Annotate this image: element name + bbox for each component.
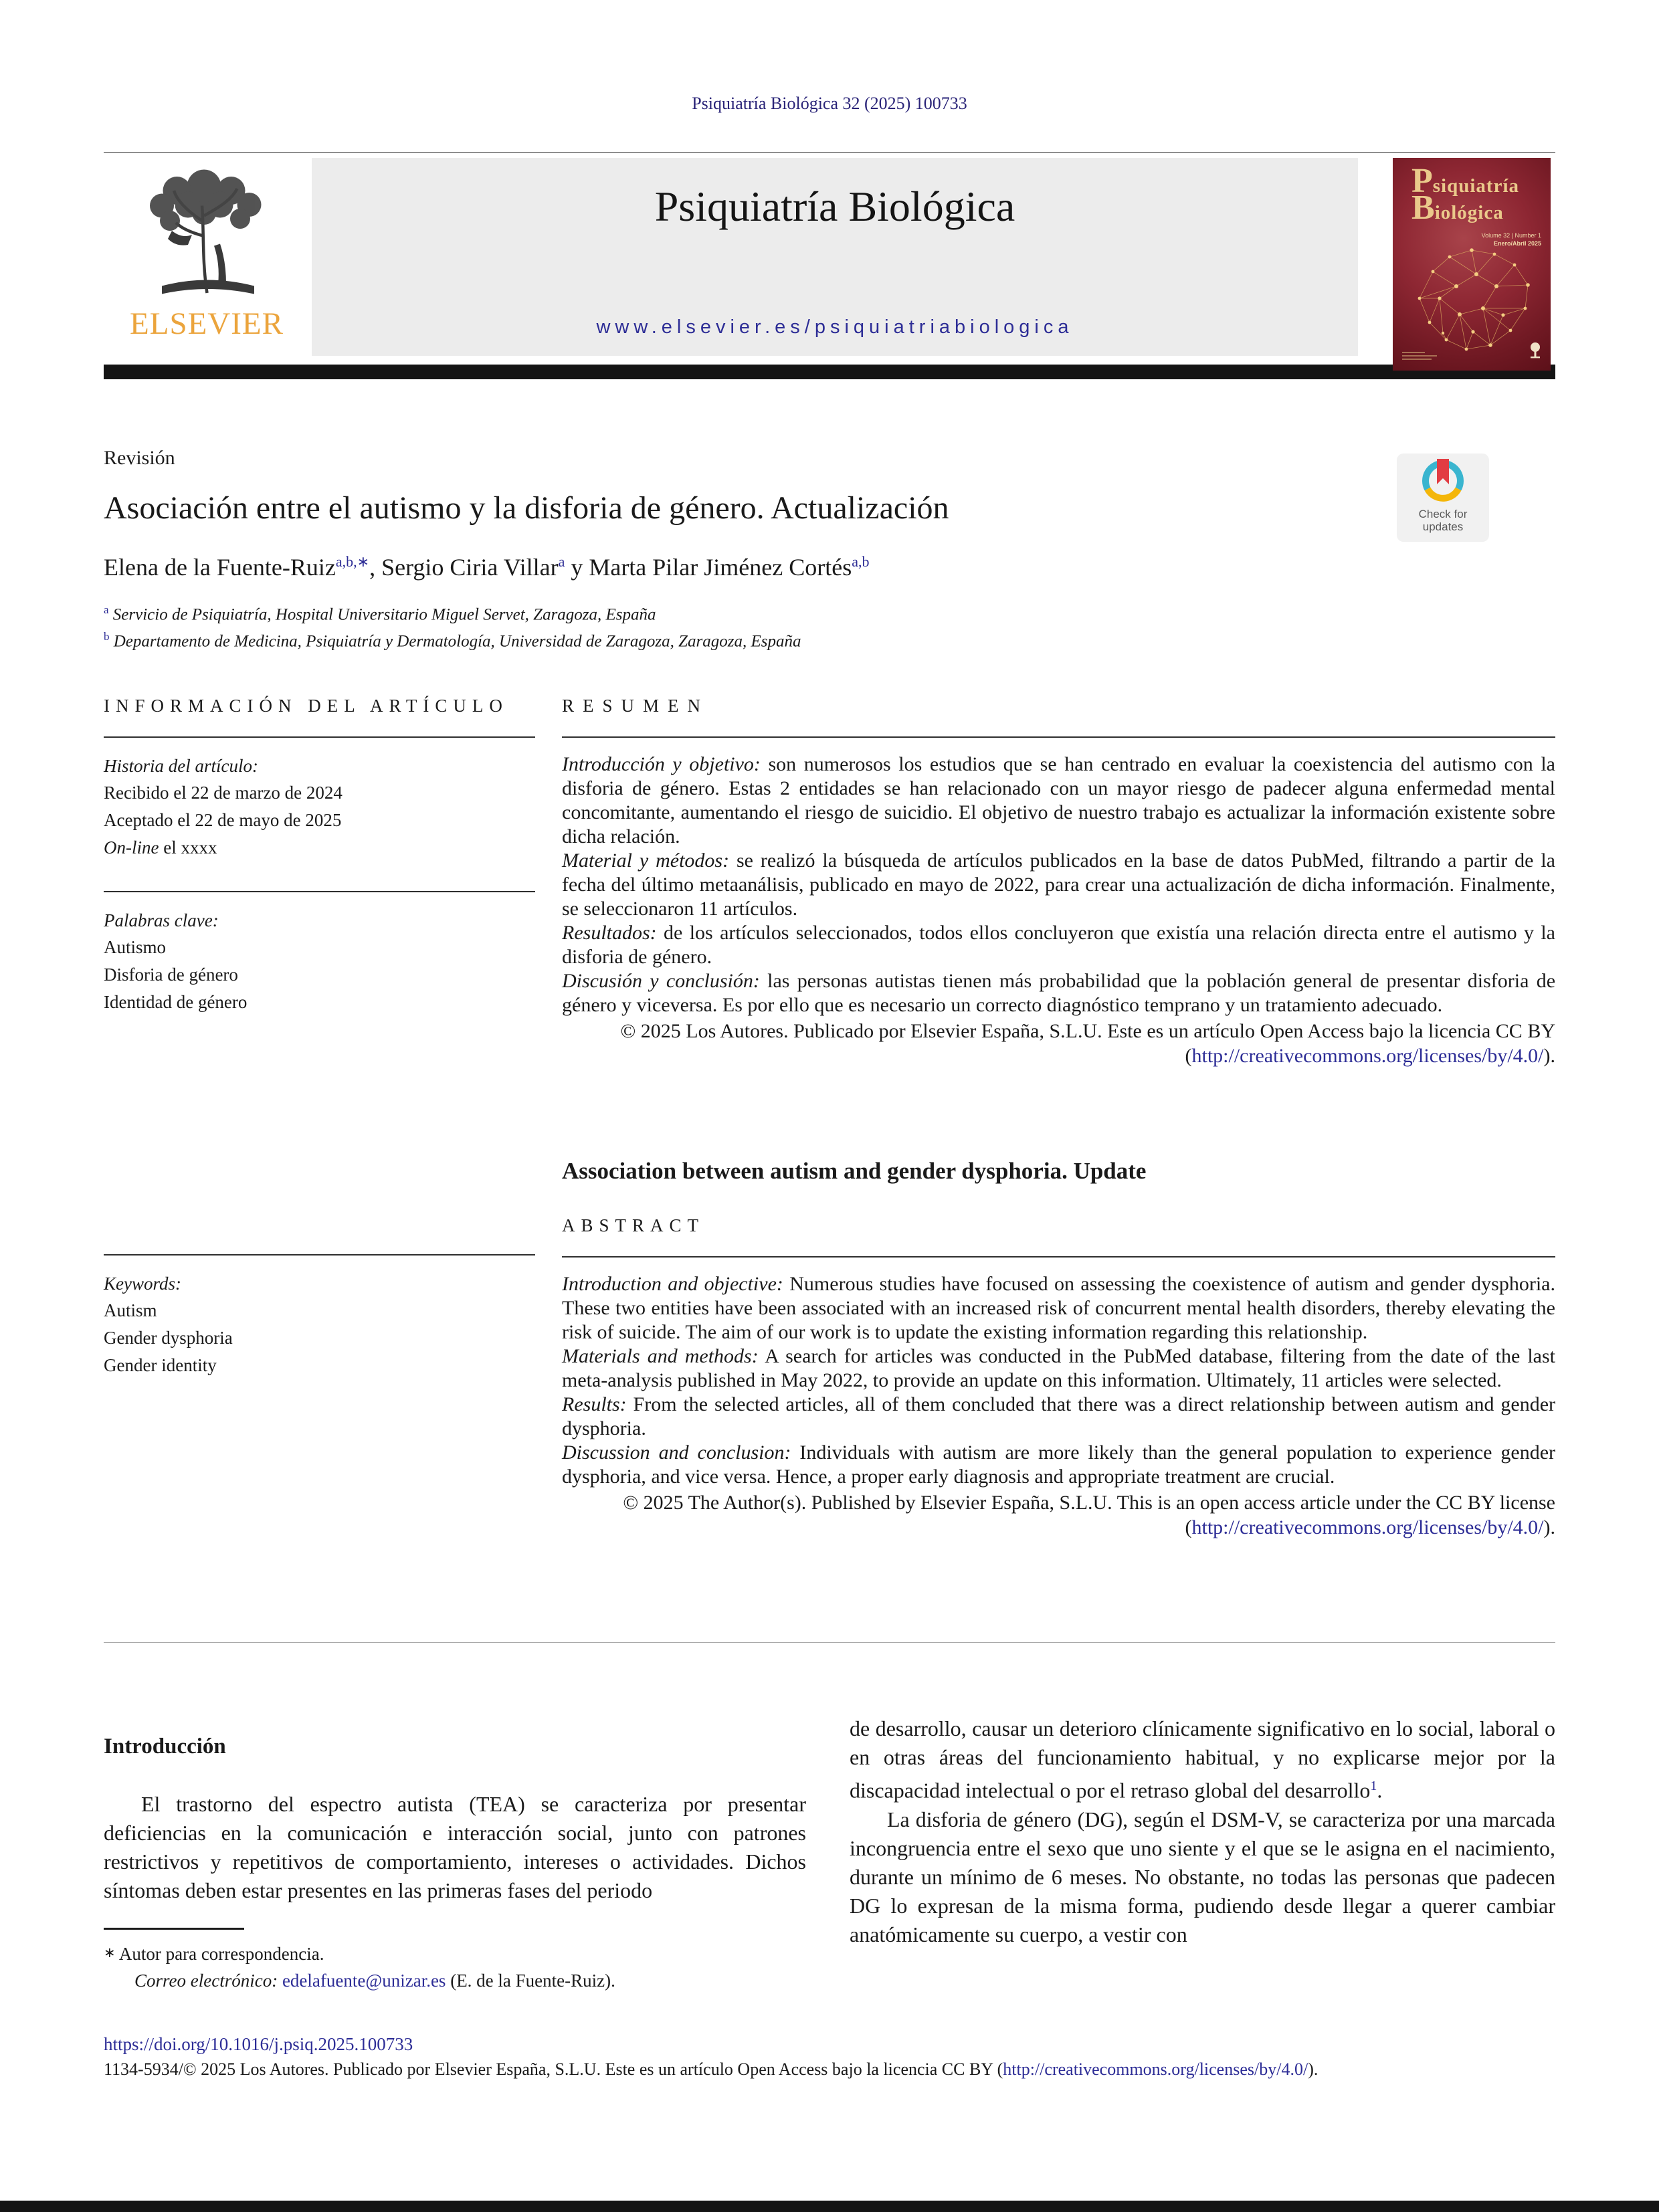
divider <box>104 1254 535 1255</box>
cover-smallprint <box>1402 350 1437 360</box>
page-footer <box>104 2032 1555 2083</box>
reference-1-link[interactable]: 1 <box>1370 1779 1377 1793</box>
affiliations <box>104 599 1361 653</box>
journal-title: Psiquiatría Biológica <box>654 183 1015 230</box>
elsevier-wordmark: ELSEVIER <box>130 306 284 341</box>
cc-license-link[interactable]: http://creativecommons.org/licenses/by/4.0/ <box>1191 1045 1544 1067</box>
cover-elsevier-mark-icon <box>1528 342 1543 363</box>
keyword: Autism <box>104 1300 157 1320</box>
resumen-paragraph: Introducción y objetivo: son numerosos los estudios que se han centrado en evaluar la coexistencia del autismo con la disforia de género. Estas 2 entidades se han relacionado con un mayor riesgo de padecer alguna enfermedad mental concomitante, aumentando el riesgo de suicidio. El objetivo de nuestro trabajo es actualizar la información existente sobre dicha relación. <box>562 753 1556 847</box>
abstract-heading: ABSTRACT <box>562 1215 705 1235</box>
article-header <box>104 447 1361 653</box>
abstract-paragraph: Discussion and conclusion: Individuals with autism are more likely than the general population to experience gender dysphoria, and vice versa. Hence, a proper early diagnosis and appropriate treatment are crucial. <box>562 1441 1555 1488</box>
keywords-label: Keywords: <box>104 1274 181 1294</box>
cover-brain-network-art <box>1393 245 1551 362</box>
journal-cover-thumbnail <box>1393 158 1551 371</box>
history-item: Recibido el 22 de marzo de 2024 <box>104 783 343 803</box>
footnote-email-line: Correo electrónico: edelafuente@unizar.es (E. de la Fuente-Ruiz). <box>134 1971 615 1991</box>
keyword: Autismo <box>104 937 167 957</box>
english-abstract-column <box>562 1154 1555 1540</box>
running-head-citation: Psiquiatría Biológica 32 (2025) 100733 <box>692 94 967 113</box>
english-keywords-column <box>104 1241 535 1379</box>
resumen-paragraph: Material y métodos: se realizó la búsqueda de artículos publicados en la base de datos PubMed, filtrando a partir de la fecha del último metaanálisis, publicado en mayo de 2022, para crear una actualización de dicha información. Finalmente, se seleccionaron 11 artículos. <box>562 849 1556 920</box>
history-item: On-line el xxxx <box>104 837 217 858</box>
section-label: Revisión <box>104 447 175 469</box>
divider <box>562 736 1555 738</box>
affiliation: $^b$ Departamento de Medicina, Psiquiatría y Dermatología, Universidad de Zaragoza, Zaragoza, España <box>104 630 801 651</box>
abstract-bottom-rule <box>104 1642 1555 1643</box>
body-right-column <box>850 1702 1555 1949</box>
article-info-column <box>104 696 535 1016</box>
affiliation: $^a$ Servicio de Psiquiatría, Hospital Universitario Miguel Servet, Zaragoza, España <box>104 603 656 624</box>
keyword: Disforia de género <box>104 965 238 985</box>
journal-url-link[interactable]: www.elsevier.es/psiquiatriabiologica <box>596 316 1074 338</box>
correspondence-footnote <box>104 1928 813 1994</box>
footnote-rule <box>104 1928 244 1930</box>
abstract-copyright: © 2025 The Author(s). Published by Elsevier España, S.L.U. This is an open access article under the CC BY license (http://creativecommons.org/licenses/by/4.0/). <box>623 1492 1555 1538</box>
abstract-paragraph: Introduction and objective: Numerous studies have focused on assessing the coexistence of autism and gender dysphoria. These two entities have been associated with an increased risk of concurrent mental health disorders, thereby elevating the risk of suicide. The aim of our work is to update the existing information regarding this relationship. <box>562 1273 1555 1343</box>
masthead <box>104 158 1555 356</box>
check-for-updates-badge[interactable] <box>1397 454 1489 542</box>
author-name: , Sergio Ciria Villar <box>369 554 559 581</box>
history-item: Aceptado el 22 de mayo de 2025 <box>104 810 342 830</box>
body-paragraph: El trastorno del espectro autista (TEA) se caracteriza por presentar deficiencias en la comunicación e interacción social, junto con patrones restrictivos y repetitivos de comportamiento, intereses o actividades. Dichos síntomas deben estar presentes en las primeras fases del periodo <box>104 1792 806 1902</box>
keywords-label: Palabras clave: <box>104 910 219 930</box>
resumen-paragraph: Resultados: de los artículos seleccionados, todos ellos concluyeron que existía una relación directa entre el autismo y la disforia de género. <box>562 922 1555 968</box>
article-title: Asociación entre el autismo y la disforia de género. Actualización <box>104 490 949 526</box>
introduction-heading: Introducción <box>104 1734 226 1758</box>
masthead-black-bar <box>104 365 1555 379</box>
keyword: Gender dysphoria <box>104 1328 233 1348</box>
header-top-rule <box>104 152 1555 153</box>
email-link[interactable]: edelafuente@unizar.es <box>282 1971 446 1991</box>
cover-title: Psiquiatría Biológica <box>1411 162 1520 227</box>
history-label: Historia del artículo: <box>104 756 258 776</box>
cc-license-link[interactable]: http://creativecommons.org/licenses/by/4.0/ <box>1191 1516 1544 1538</box>
divider <box>104 891 535 892</box>
body-paragraph: de desarrollo, causar un deterioro clínicamente significativo en lo social, laboral o en otras áreas del funcionamiento habitual, y no explicarse mejor por la discapacidad intelectual o por el retraso global del desarrollo$^1$. <box>850 1716 1555 1803</box>
footnote-line: ∗ Autor para correspondencia. <box>104 1944 324 1964</box>
page-bottom-bar <box>0 2201 1659 2212</box>
resumen-heading: RESUMEN <box>562 696 710 716</box>
divider <box>562 1256 1555 1258</box>
abstract-paragraph: Materials and methods: A search for articles was conducted in the PubMed database, filtering from the date of the last meta-analysis published in May 2022, to provide an update on this information. Ultimately, 11 articles were selected. <box>562 1345 1555 1391</box>
body-paragraph: La disforia de género (DG), según el DSM-V, se caracteriza por una marcada incongruencia entre el sexo que uno siente y el que se le asigna en el nacimiento, durante un mínimo de 6 meses. No obstante, no todas las personas que padecen DG lo expresan de la misma forma, pudiendo desde llegar a querer cambiar anatómicamente su cuerpo, a vestir con <box>850 1807 1555 1946</box>
elsevier-tree-icon <box>132 292 282 304</box>
abstract-paragraph: Results: From the selected articles, all of them concluded that there was a direct relationship between autism and gender dysphoria. <box>562 1393 1555 1439</box>
author-affil-ref[interactable]: a,b,∗ <box>335 553 370 570</box>
english-title: Association between autism and gender dysphoria. Update <box>562 1158 1147 1184</box>
check-updates-ring-icon <box>1416 454 1470 506</box>
author-affil-ref[interactable]: a <box>558 553 565 570</box>
author-line <box>104 553 1361 581</box>
divider <box>104 736 535 738</box>
keyword: Gender identity <box>104 1355 217 1375</box>
resumen-copyright: © 2025 Los Autores. Publicado por Elsevier España, S.L.U. Este es un artículo Open Access bajo la licencia CC BY (http://creativecommons.org/licenses/by/4.0/). <box>620 1020 1555 1067</box>
cover-volume-info: Volume 32 | Number 1 Enero/Abril 2025 <box>1481 232 1541 247</box>
author-affil-ref[interactable]: a,b <box>852 553 870 570</box>
keyword: Identidad de género <box>104 992 248 1012</box>
cc-license-link[interactable]: http://creativecommons.org/licenses/by/4.0/ <box>1003 2059 1308 2079</box>
resumen-paragraph: Discusión y conclusión: las personas autistas tienen más probabilidad que la población general de presentar disforia de género y viceversa. Es por ello que es necesario un correcto diagnóstico temprano y un tratamiento adecuado. <box>562 970 1556 1016</box>
author-name: y Marta Pilar Jiménez Cortés <box>565 554 852 581</box>
article-info-heading: INFORMACIÓN DEL ARTÍCULO <box>104 696 508 716</box>
body-left-column <box>104 1702 806 1905</box>
journal-banner <box>312 158 1358 356</box>
resumen-column <box>562 696 1555 1068</box>
check-updates-label: Check for updates <box>1418 508 1468 533</box>
issn-copyright-line: 1134-5934/© 2025 Los Autores. Publicado por Elsevier España, S.L.U. Este es un artículo Open Access bajo la licencia CC BY (http://creativecommons.org/licenses/by/4.0/). <box>104 2059 1319 2079</box>
elsevier-logo <box>106 161 307 342</box>
doi-link[interactable]: https://doi.org/10.1016/j.psiq.2025.100733 <box>104 2034 413 2054</box>
author-name: Elena de la Fuente-Ruiz <box>104 554 336 581</box>
